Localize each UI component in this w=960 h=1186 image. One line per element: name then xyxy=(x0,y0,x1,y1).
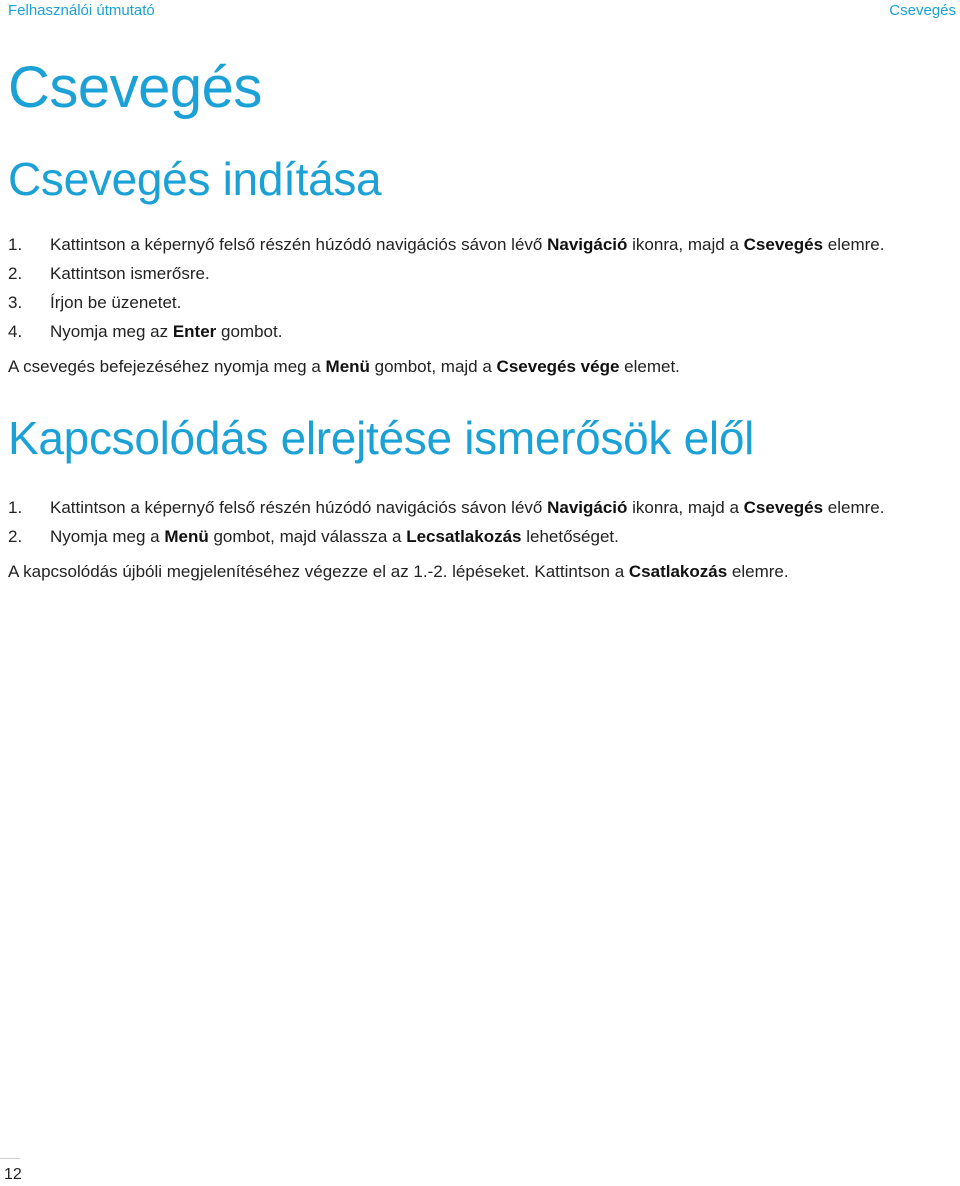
section-hide-connection xyxy=(8,407,952,586)
section-start-chat xyxy=(8,148,952,381)
steps-list-hide-connection xyxy=(8,493,952,551)
ui-term: Enter xyxy=(172,322,217,341)
step-text: Nyomja meg a Menü gombot, majd válassza a Lecsatlakozás lehetőséget. xyxy=(50,527,619,546)
step-item xyxy=(8,259,952,288)
ui-term: Menü xyxy=(164,527,209,546)
step-item xyxy=(8,493,952,522)
section-note: A csevegés befejezéséhez nyomja meg a Menü gombot, majd a Csevegés vége elemet. xyxy=(8,357,680,376)
page-title: Csevegés xyxy=(8,55,262,120)
steps-list-start-chat xyxy=(8,230,952,346)
section-note: A kapcsolódás újbóli megjelenítéséhez végezze el az 1.-2. lépéseket. Kattintson a Csatlakozás elemre. xyxy=(8,562,789,581)
running-header xyxy=(8,0,956,20)
step-text: Kattintson a képernyő felső részén húzódó navigációs sávon lévő Navigáció ikonra, majd a Csevegés elemre. xyxy=(50,498,885,517)
step-number: 1. xyxy=(8,498,23,517)
ui-term: Navigáció xyxy=(547,498,628,517)
ui-term: Navigáció xyxy=(547,235,628,254)
step-number: 3. xyxy=(8,293,23,312)
step-text: Nyomja meg az Enter gombot. xyxy=(50,322,283,341)
step-item xyxy=(8,230,952,259)
ui-term: Menü xyxy=(325,357,370,376)
ui-term: Csevegés xyxy=(743,235,824,254)
section-title-start-chat: Csevegés indítása xyxy=(8,153,382,205)
step-text: Kattintson a képernyő felső részén húzódó navigációs sávon lévő Navigáció ikonra, majd a Csevegés elemre. xyxy=(50,235,885,254)
step-number: 1. xyxy=(8,235,23,254)
ui-term: Csevegés xyxy=(743,498,824,517)
step-item xyxy=(8,522,952,551)
step-text: Kattintson ismerősre. xyxy=(50,264,210,283)
step-number: 2. xyxy=(8,527,23,546)
ui-term: Lecsatlakozás xyxy=(406,527,522,546)
ui-term: Csatlakozás xyxy=(628,562,728,581)
step-text: Írjon be üzenetet. xyxy=(50,293,182,312)
step-number: 2. xyxy=(8,264,23,283)
header-chapter-title: Csevegés xyxy=(889,1,956,19)
page-content xyxy=(8,52,952,586)
step-item xyxy=(8,288,952,317)
page-number: 12 xyxy=(0,1164,26,1186)
ui-term: Csevegés vége xyxy=(496,357,620,376)
step-item xyxy=(8,317,952,346)
section-title-hide-connection: Kapcsolódás elrejtése ismerősök elől xyxy=(8,412,755,464)
step-number: 4. xyxy=(8,322,23,341)
header-guide-title: Felhasználói útmutató xyxy=(8,1,155,19)
